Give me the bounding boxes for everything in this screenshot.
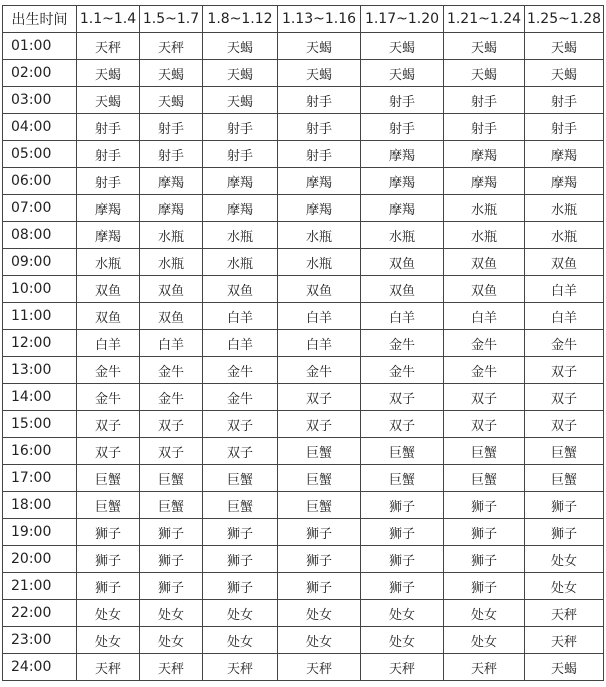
zodiac-sign-cell: 射手: [140, 114, 203, 141]
zodiac-sign-cell: 射手: [203, 141, 278, 168]
zodiac-sign-cell: 狮子: [444, 546, 525, 573]
zodiac-sign-cell: 金牛: [361, 330, 444, 357]
zodiac-sign-cell: 狮子: [444, 573, 525, 600]
zodiac-sign-cell: 狮子: [278, 573, 361, 600]
table-row: [3, 492, 604, 519]
zodiac-sign-cell: 处女: [525, 546, 604, 573]
zodiac-sign-cell: 天蝎: [278, 60, 361, 87]
zodiac-sign-cell: 天蝎: [444, 60, 525, 87]
zodiac-sign-cell: 射手: [444, 87, 525, 114]
zodiac-sign-cell: 水瓶: [77, 249, 140, 276]
zodiac-sign-cell: 摩羯: [77, 195, 140, 222]
zodiac-sign-cell: 射手: [278, 141, 361, 168]
zodiac-sign-cell: 白羊: [77, 330, 140, 357]
table-header-row: [3, 6, 604, 33]
header-date-range: 1.17~1.20: [361, 6, 444, 33]
zodiac-sign-cell: 处女: [278, 600, 361, 627]
header-date-range: 1.5~1.7: [140, 6, 203, 33]
time-cell: 02:00: [3, 60, 77, 87]
table-row: [3, 222, 604, 249]
zodiac-sign-cell: 狮子: [203, 573, 278, 600]
zodiac-sign-cell: 白羊: [278, 330, 361, 357]
zodiac-sign-cell: 处女: [444, 627, 525, 654]
zodiac-sign-cell: 射手: [525, 87, 604, 114]
header-date-range: 1.1~1.4: [77, 6, 140, 33]
zodiac-sign-cell: 射手: [77, 168, 140, 195]
table-row: [3, 465, 604, 492]
table-row: [3, 357, 604, 384]
zodiac-sign-cell: 双鱼: [140, 303, 203, 330]
zodiac-table-container: [2, 5, 604, 681]
zodiac-sign-cell: 金牛: [77, 384, 140, 411]
zodiac-sign-cell: 处女: [525, 573, 604, 600]
zodiac-sign-cell: 双鱼: [361, 276, 444, 303]
zodiac-sign-cell: 狮子: [444, 492, 525, 519]
zodiac-sign-cell: 狮子: [444, 519, 525, 546]
zodiac-sign-cell: 处女: [361, 627, 444, 654]
zodiac-sign-cell: 狮子: [361, 573, 444, 600]
zodiac-sign-cell: 天秤: [525, 600, 604, 627]
zodiac-sign-cell: 射手: [278, 87, 361, 114]
time-cell: 20:00: [3, 546, 77, 573]
zodiac-sign-cell: 双子: [525, 411, 604, 438]
time-cell: 04:00: [3, 114, 77, 141]
header-date-range: 1.21~1.24: [444, 6, 525, 33]
table-row: [3, 276, 604, 303]
zodiac-sign-cell: 天蝎: [361, 33, 444, 60]
zodiac-sign-cell: 天蝎: [525, 60, 604, 87]
zodiac-sign-cell: 金牛: [444, 357, 525, 384]
time-cell: 21:00: [3, 573, 77, 600]
zodiac-sign-cell: 巨蟹: [361, 465, 444, 492]
zodiac-sign-cell: 射手: [140, 141, 203, 168]
header-date-range: 1.13~1.16: [278, 6, 361, 33]
zodiac-sign-cell: 双鱼: [77, 303, 140, 330]
zodiac-sign-cell: 处女: [278, 627, 361, 654]
zodiac-sign-cell: 双子: [278, 411, 361, 438]
zodiac-sign-cell: 摩羯: [203, 195, 278, 222]
time-cell: 16:00: [3, 438, 77, 465]
time-cell: 24:00: [3, 654, 77, 681]
time-cell: 06:00: [3, 168, 77, 195]
zodiac-sign-cell: 天秤: [77, 654, 140, 681]
zodiac-sign-cell: 金牛: [140, 357, 203, 384]
zodiac-sign-cell: 水瓶: [525, 222, 604, 249]
zodiac-sign-cell: 巨蟹: [278, 492, 361, 519]
zodiac-sign-cell: 巨蟹: [77, 465, 140, 492]
zodiac-sign-cell: 双鱼: [444, 276, 525, 303]
zodiac-sign-cell: 白羊: [203, 330, 278, 357]
zodiac-sign-cell: 天蝎: [140, 87, 203, 114]
zodiac-sign-cell: 狮子: [77, 546, 140, 573]
table-row: [3, 249, 604, 276]
zodiac-sign-cell: 射手: [278, 114, 361, 141]
table-row: [3, 384, 604, 411]
zodiac-sign-cell: 摩羯: [140, 168, 203, 195]
time-cell: 18:00: [3, 492, 77, 519]
zodiac-sign-cell: 巨蟹: [278, 465, 361, 492]
table-row: [3, 60, 604, 87]
zodiac-sign-cell: 狮子: [140, 519, 203, 546]
zodiac-sign-cell: 摩羯: [525, 141, 604, 168]
zodiac-sign-cell: 狮子: [203, 519, 278, 546]
zodiac-sign-cell: 射手: [361, 87, 444, 114]
table-row: [3, 33, 604, 60]
time-cell: 10:00: [3, 276, 77, 303]
table-row: [3, 195, 604, 222]
zodiac-sign-cell: 天蝎: [203, 33, 278, 60]
zodiac-sign-cell: 白羊: [525, 303, 604, 330]
zodiac-sign-cell: 摩羯: [278, 195, 361, 222]
zodiac-sign-cell: 水瓶: [444, 222, 525, 249]
zodiac-sign-cell: 天秤: [140, 654, 203, 681]
zodiac-sign-cell: 摩羯: [444, 168, 525, 195]
zodiac-sign-cell: 天蝎: [203, 60, 278, 87]
zodiac-sign-cell: 白羊: [444, 303, 525, 330]
zodiac-sign-cell: 水瓶: [278, 249, 361, 276]
zodiac-sign-cell: 白羊: [361, 303, 444, 330]
zodiac-sign-cell: 天蝎: [525, 33, 604, 60]
zodiac-sign-cell: 金牛: [203, 384, 278, 411]
header-date-range: 1.8~1.12: [203, 6, 278, 33]
zodiac-sign-cell: 狮子: [361, 519, 444, 546]
table-row: [3, 303, 604, 330]
zodiac-sign-cell: 双子: [361, 384, 444, 411]
table-row: [3, 411, 604, 438]
table-row: [3, 168, 604, 195]
zodiac-sign-cell: 狮子: [77, 519, 140, 546]
zodiac-sign-cell: 金牛: [203, 357, 278, 384]
zodiac-sign-cell: 巨蟹: [278, 438, 361, 465]
time-cell: 23:00: [3, 627, 77, 654]
zodiac-sign-cell: 水瓶: [140, 249, 203, 276]
time-cell: 03:00: [3, 87, 77, 114]
zodiac-sign-cell: 处女: [140, 600, 203, 627]
zodiac-sign-cell: 双子: [140, 411, 203, 438]
zodiac-sign-cell: 天蝎: [361, 60, 444, 87]
zodiac-sign-cell: 水瓶: [361, 222, 444, 249]
zodiac-sign-cell: 金牛: [77, 357, 140, 384]
zodiac-sign-cell: 白羊: [203, 303, 278, 330]
zodiac-sign-cell: 金牛: [444, 330, 525, 357]
zodiac-sign-cell: 巨蟹: [203, 465, 278, 492]
table-row: [3, 519, 604, 546]
zodiac-sign-cell: 处女: [77, 600, 140, 627]
header-birth-time: 出生时间: [3, 6, 77, 33]
zodiac-sign-cell: 天秤: [77, 33, 140, 60]
table-row: [3, 573, 604, 600]
zodiac-sign-cell: 双子: [77, 411, 140, 438]
zodiac-sign-cell: 天秤: [140, 33, 203, 60]
table-body: [3, 33, 604, 681]
table-row: [3, 141, 604, 168]
zodiac-sign-cell: 天蝎: [140, 60, 203, 87]
zodiac-sign-cell: 射手: [361, 114, 444, 141]
zodiac-sign-cell: 摩羯: [140, 195, 203, 222]
zodiac-sign-cell: 巨蟹: [140, 492, 203, 519]
table-row: [3, 546, 604, 573]
table-row: [3, 114, 604, 141]
zodiac-sign-cell: 处女: [203, 627, 278, 654]
zodiac-sign-cell: 狮子: [525, 492, 604, 519]
zodiac-sign-cell: 天蝎: [525, 654, 604, 681]
time-cell: 19:00: [3, 519, 77, 546]
zodiac-sign-cell: 白羊: [140, 330, 203, 357]
zodiac-sign-cell: 狮子: [361, 546, 444, 573]
zodiac-sign-cell: 双鱼: [444, 249, 525, 276]
zodiac-sign-cell: 双子: [444, 384, 525, 411]
zodiac-sign-cell: 巨蟹: [525, 438, 604, 465]
zodiac-sign-cell: 狮子: [140, 573, 203, 600]
zodiac-sign-cell: 射手: [77, 114, 140, 141]
zodiac-sign-cell: 双子: [278, 384, 361, 411]
zodiac-sign-cell: 双子: [203, 438, 278, 465]
zodiac-sign-cell: 狮子: [77, 573, 140, 600]
time-cell: 08:00: [3, 222, 77, 249]
zodiac-sign-cell: 水瓶: [444, 195, 525, 222]
zodiac-sign-cell: 巨蟹: [525, 465, 604, 492]
zodiac-sign-cell: 天秤: [525, 627, 604, 654]
table-row: [3, 438, 604, 465]
zodiac-sign-cell: 金牛: [278, 357, 361, 384]
time-cell: 15:00: [3, 411, 77, 438]
zodiac-sign-cell: 狮子: [278, 519, 361, 546]
zodiac-sign-cell: 水瓶: [203, 222, 278, 249]
zodiac-sign-cell: 摩羯: [361, 168, 444, 195]
time-cell: 05:00: [3, 141, 77, 168]
header-date-range: 1.25~1.28: [525, 6, 604, 33]
zodiac-sign-cell: 狮子: [525, 519, 604, 546]
zodiac-sign-cell: 天秤: [278, 654, 361, 681]
zodiac-sign-cell: 处女: [444, 600, 525, 627]
table-row: [3, 600, 604, 627]
zodiac-sign-cell: 水瓶: [278, 222, 361, 249]
zodiac-sign-cell: 巨蟹: [444, 465, 525, 492]
zodiac-sign-cell: 水瓶: [203, 249, 278, 276]
zodiac-sign-cell: 天蝎: [77, 87, 140, 114]
zodiac-sign-cell: 处女: [203, 600, 278, 627]
zodiac-sign-cell: 摩羯: [203, 168, 278, 195]
table-row: [3, 330, 604, 357]
zodiac-sign-cell: 天秤: [203, 654, 278, 681]
time-cell: 22:00: [3, 600, 77, 627]
zodiac-sign-cell: 摩羯: [444, 141, 525, 168]
table-row: [3, 654, 604, 681]
zodiac-sign-cell: 摩羯: [77, 222, 140, 249]
zodiac-birth-time-table: [2, 5, 604, 681]
zodiac-sign-cell: 巨蟹: [77, 492, 140, 519]
zodiac-sign-cell: 双鱼: [203, 276, 278, 303]
zodiac-sign-cell: 双鱼: [525, 249, 604, 276]
zodiac-sign-cell: 双鱼: [278, 276, 361, 303]
zodiac-sign-cell: 双子: [77, 438, 140, 465]
zodiac-sign-cell: 摩羯: [525, 168, 604, 195]
zodiac-sign-cell: 双子: [525, 357, 604, 384]
zodiac-sign-cell: 双鱼: [361, 249, 444, 276]
zodiac-sign-cell: 水瓶: [140, 222, 203, 249]
time-cell: 11:00: [3, 303, 77, 330]
zodiac-sign-cell: 双子: [444, 411, 525, 438]
zodiac-sign-cell: 双子: [140, 438, 203, 465]
zodiac-sign-cell: 狮子: [140, 546, 203, 573]
zodiac-sign-cell: 狮子: [278, 546, 361, 573]
time-cell: 07:00: [3, 195, 77, 222]
time-cell: 01:00: [3, 33, 77, 60]
zodiac-sign-cell: 白羊: [525, 276, 604, 303]
zodiac-sign-cell: 巨蟹: [361, 438, 444, 465]
zodiac-sign-cell: 射手: [77, 141, 140, 168]
time-cell: 17:00: [3, 465, 77, 492]
zodiac-sign-cell: 射手: [444, 114, 525, 141]
zodiac-sign-cell: 白羊: [278, 303, 361, 330]
zodiac-sign-cell: 双子: [525, 384, 604, 411]
zodiac-sign-cell: 摩羯: [361, 141, 444, 168]
zodiac-sign-cell: 摩羯: [278, 168, 361, 195]
zodiac-sign-cell: 狮子: [203, 546, 278, 573]
time-cell: 09:00: [3, 249, 77, 276]
zodiac-sign-cell: 天蝎: [203, 87, 278, 114]
zodiac-sign-cell: 天秤: [444, 654, 525, 681]
zodiac-sign-cell: 水瓶: [525, 195, 604, 222]
table-row: [3, 87, 604, 114]
zodiac-sign-cell: 天蝎: [278, 33, 361, 60]
zodiac-sign-cell: 狮子: [361, 492, 444, 519]
zodiac-sign-cell: 天蝎: [444, 33, 525, 60]
zodiac-sign-cell: 金牛: [525, 330, 604, 357]
zodiac-sign-cell: 射手: [525, 114, 604, 141]
zodiac-sign-cell: 巨蟹: [203, 492, 278, 519]
time-cell: 12:00: [3, 330, 77, 357]
zodiac-sign-cell: 摩羯: [361, 195, 444, 222]
time-cell: 14:00: [3, 384, 77, 411]
zodiac-sign-cell: 处女: [361, 600, 444, 627]
zodiac-sign-cell: 射手: [203, 114, 278, 141]
zodiac-sign-cell: 双鱼: [140, 276, 203, 303]
zodiac-sign-cell: 金牛: [361, 357, 444, 384]
table-row: [3, 627, 604, 654]
zodiac-sign-cell: 天秤: [361, 654, 444, 681]
zodiac-sign-cell: 双子: [203, 411, 278, 438]
zodiac-sign-cell: 金牛: [140, 384, 203, 411]
zodiac-sign-cell: 巨蟹: [444, 438, 525, 465]
time-cell: 13:00: [3, 357, 77, 384]
zodiac-sign-cell: 双鱼: [77, 276, 140, 303]
zodiac-sign-cell: 处女: [77, 627, 140, 654]
zodiac-sign-cell: 处女: [140, 627, 203, 654]
zodiac-sign-cell: 双子: [361, 411, 444, 438]
zodiac-sign-cell: 天蝎: [77, 60, 140, 87]
zodiac-sign-cell: 巨蟹: [140, 465, 203, 492]
